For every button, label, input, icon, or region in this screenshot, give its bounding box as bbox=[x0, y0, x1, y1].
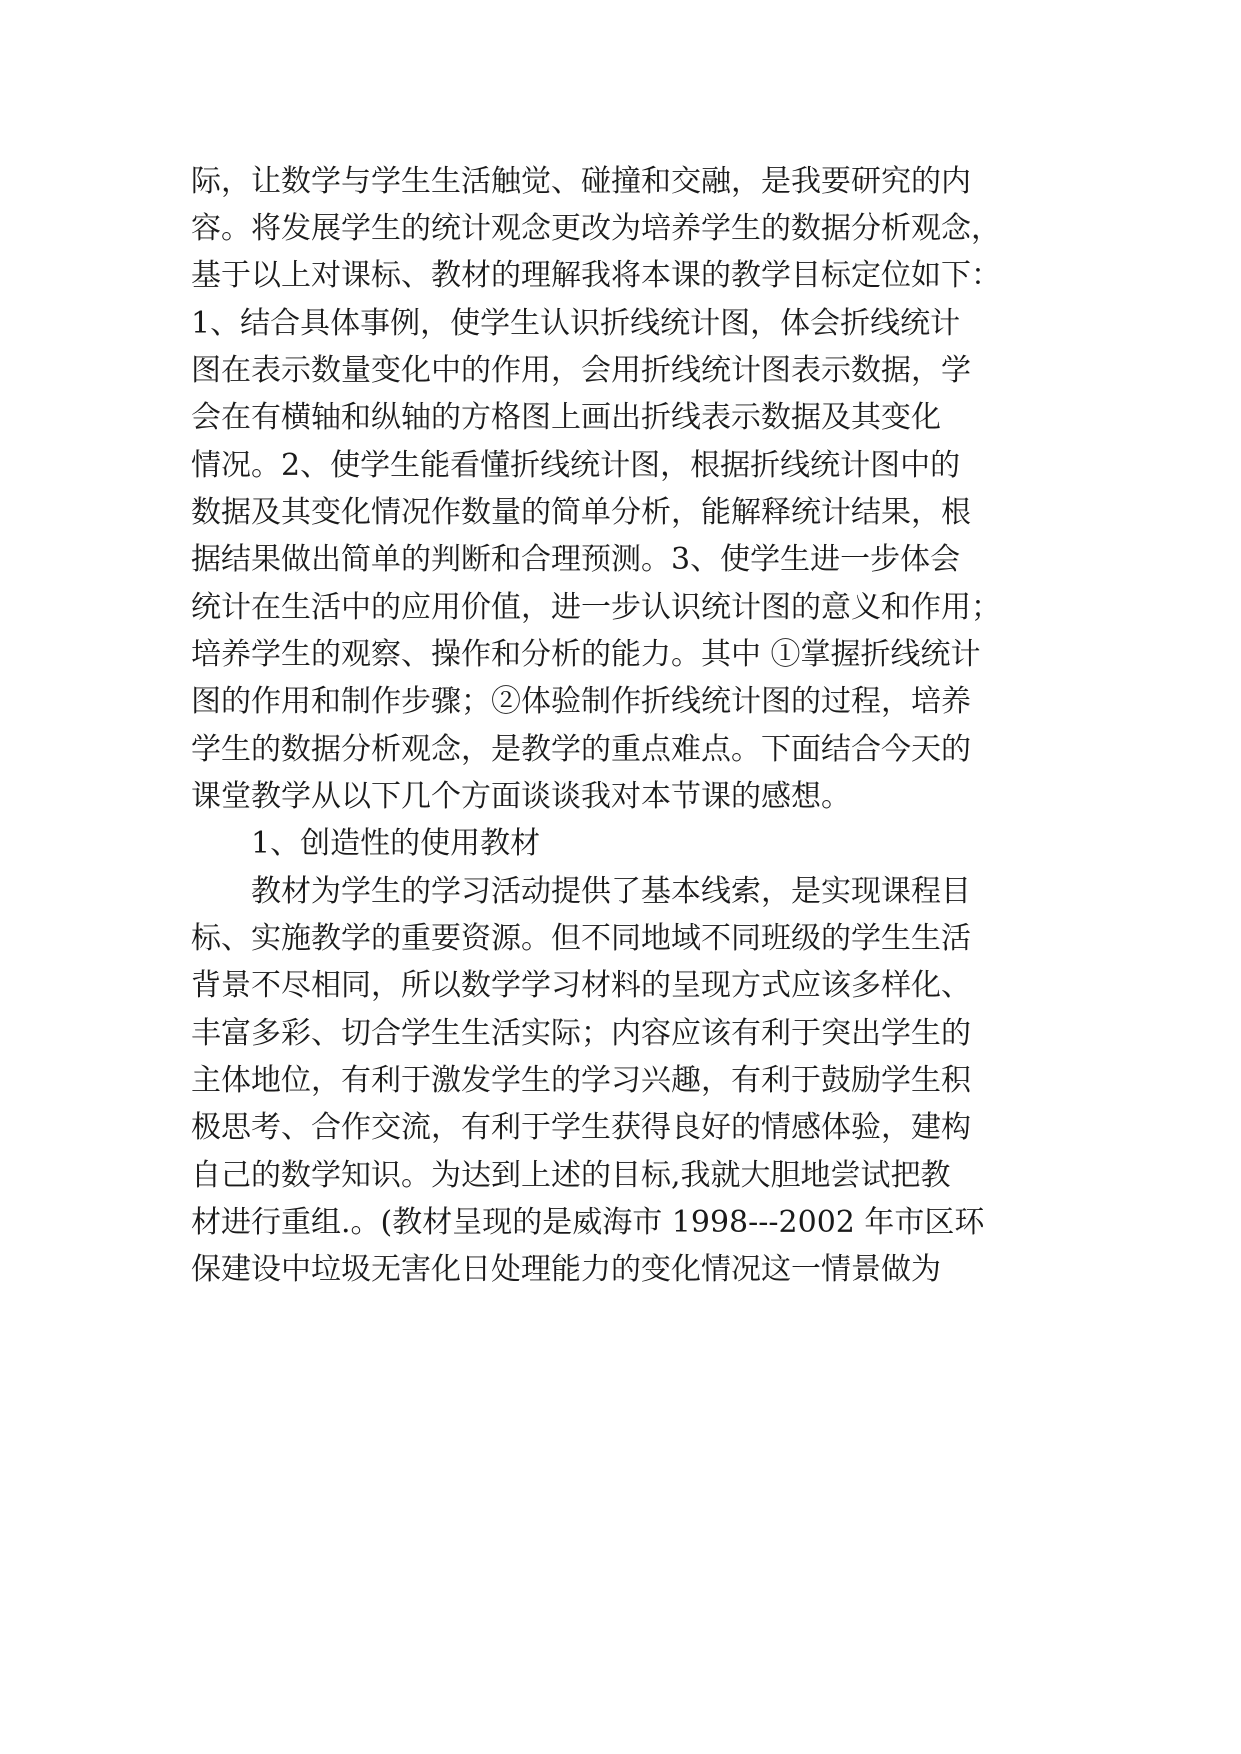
body-line-20: 主体地位，有利于激发学生的学习兴趣，有利于鼓励学生积 bbox=[191, 1063, 971, 1098]
body-line-13: 学生的数据分析观念，是教学的重点难点。下面结合今天的 bbox=[191, 732, 971, 767]
body-line-9: 据结果做出简单的判断和合理预测。3、使学生进一步体会 bbox=[191, 542, 961, 577]
body-line-3: 基于以上对课标、教材的理解我将本课的教学目标定位如下： bbox=[191, 258, 1001, 293]
body-line-23: 材进行重组.。(教材呈现的是威海市 1998---2002 年市区环 bbox=[191, 1205, 985, 1240]
body-line-11: 培养学生的观察、操作和分析的能力。其中 ①掌握折线统计 bbox=[191, 637, 981, 672]
body-line-24: 保建设中垃圾无害化日处理能力的变化情况这一情景做为 bbox=[191, 1252, 941, 1287]
body-line-14: 课堂教学从以下几个方面谈谈我对本节课的感想。 bbox=[191, 779, 851, 814]
body-line-10: 统计在生活中的应用价值，进一步认识统计图的意义和作用； bbox=[191, 590, 1001, 625]
body-line-12: 图的作用和制作步骤；②体验制作折线统计图的过程，培养 bbox=[191, 684, 971, 719]
body-line-7: 情况。2、使学生能看懂折线统计图，根据折线统计图中的 bbox=[191, 448, 961, 483]
body-line-16: 教材为学生的学习活动提供了基本线索，是实现课程目 bbox=[251, 874, 971, 909]
body-line-22: 自己的数学知识。为达到上述的目标,我就大胆地尝试把教 bbox=[191, 1158, 951, 1193]
body-line-8: 数据及其变化情况作数量的简单分析，能解释统计结果，根 bbox=[191, 495, 971, 530]
section-heading: 1、创造性的使用教材 bbox=[251, 826, 541, 861]
body-line-18: 背景不尽相同，所以数学学习材料的呈现方式应该多样化、 bbox=[191, 968, 971, 1003]
body-line-2: 容。将发展学生的统计观念更改为培养学生的数据分析观念， bbox=[191, 211, 1001, 246]
body-line-6: 会在有横轴和纵轴的方格图上画出折线表示数据及其变化 bbox=[191, 400, 941, 435]
body-line-5: 图在表示数量变化中的作用，会用折线统计图表示数据，学 bbox=[191, 353, 971, 388]
body-line-1: 际，让数学与学生生活触觉、碰撞和交融，是我要研究的内 bbox=[191, 164, 971, 199]
body-line-19: 丰富多彩、切合学生生活实际；内容应该有利于突出学生的 bbox=[191, 1016, 971, 1051]
body-line-21: 极思考、合作交流，有利于学生获得良好的情感体验，建构 bbox=[191, 1110, 971, 1145]
body-line-17: 标、实施教学的重要资源。但不同地域不同班级的学生生活 bbox=[191, 921, 971, 956]
body-line-4: 1、结合具体事例，使学生认识折线统计图，体会折线统计 bbox=[191, 306, 961, 341]
